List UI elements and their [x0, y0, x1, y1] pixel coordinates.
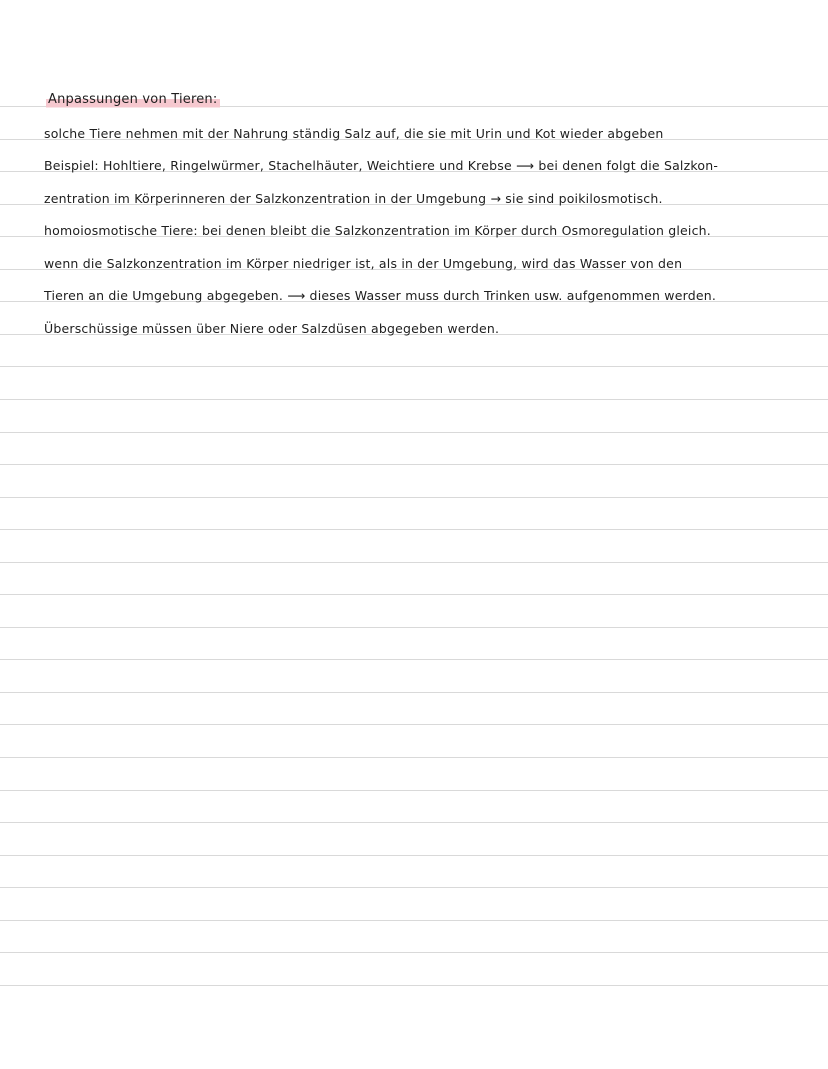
- ruled-line: [0, 659, 828, 660]
- ruled-line: [0, 692, 828, 693]
- ruled-line: [0, 464, 828, 465]
- note-line-7: Überschüssige müssen über Niere oder Salzdüsen abgegeben werden.: [44, 321, 500, 336]
- ruled-line: [0, 757, 828, 758]
- note-line-3: zentration im Körperinneren der Salzkonzentration in der Umgebung → sie sind poikilosmotisch.: [44, 191, 663, 206]
- ruled-line: [0, 952, 828, 953]
- ruled-line: [0, 366, 828, 367]
- ruled-line: [0, 790, 828, 791]
- note-line-4: homoiosmotische Tiere: bei denen bleibt die Salzkonzentration im Körper durch Osmoregulation gleich.: [44, 223, 711, 238]
- notes-heading: Anpassungen von Tieren:: [46, 91, 220, 109]
- ruled-line: [0, 562, 828, 563]
- ruled-line: [0, 724, 828, 725]
- ruled-line: [0, 497, 828, 498]
- ruled-line: [0, 529, 828, 530]
- ruled-line: [0, 432, 828, 433]
- note-line-1: solche Tiere nehmen mit der Nahrung ständig Salz auf, die sie mit Urin und Kot wieder abgeben: [44, 126, 664, 141]
- note-line-6: Tieren an die Umgebung abgegeben. ⟶ dieses Wasser muss durch Trinken usw. aufgenommen werden.: [44, 288, 717, 303]
- ruled-line: [0, 822, 828, 823]
- ruled-line: [0, 594, 828, 595]
- ruled-line: [0, 985, 828, 986]
- ruled-line: [0, 920, 828, 921]
- ruled-line: [0, 399, 828, 400]
- ruled-line: [0, 627, 828, 628]
- ruled-line: [0, 855, 828, 856]
- note-line-5: wenn die Salzkonzentration im Körper niedriger ist, als in der Umgebung, wird das Wasser von den: [44, 256, 683, 271]
- note-line-2: Beispiel: Hohltiere, Ringelwürmer, Stachelhäuter, Weichtiere und Krebse ⟶ bei denen folgt die Salzkon-: [44, 158, 719, 173]
- ruled-line: [0, 887, 828, 888]
